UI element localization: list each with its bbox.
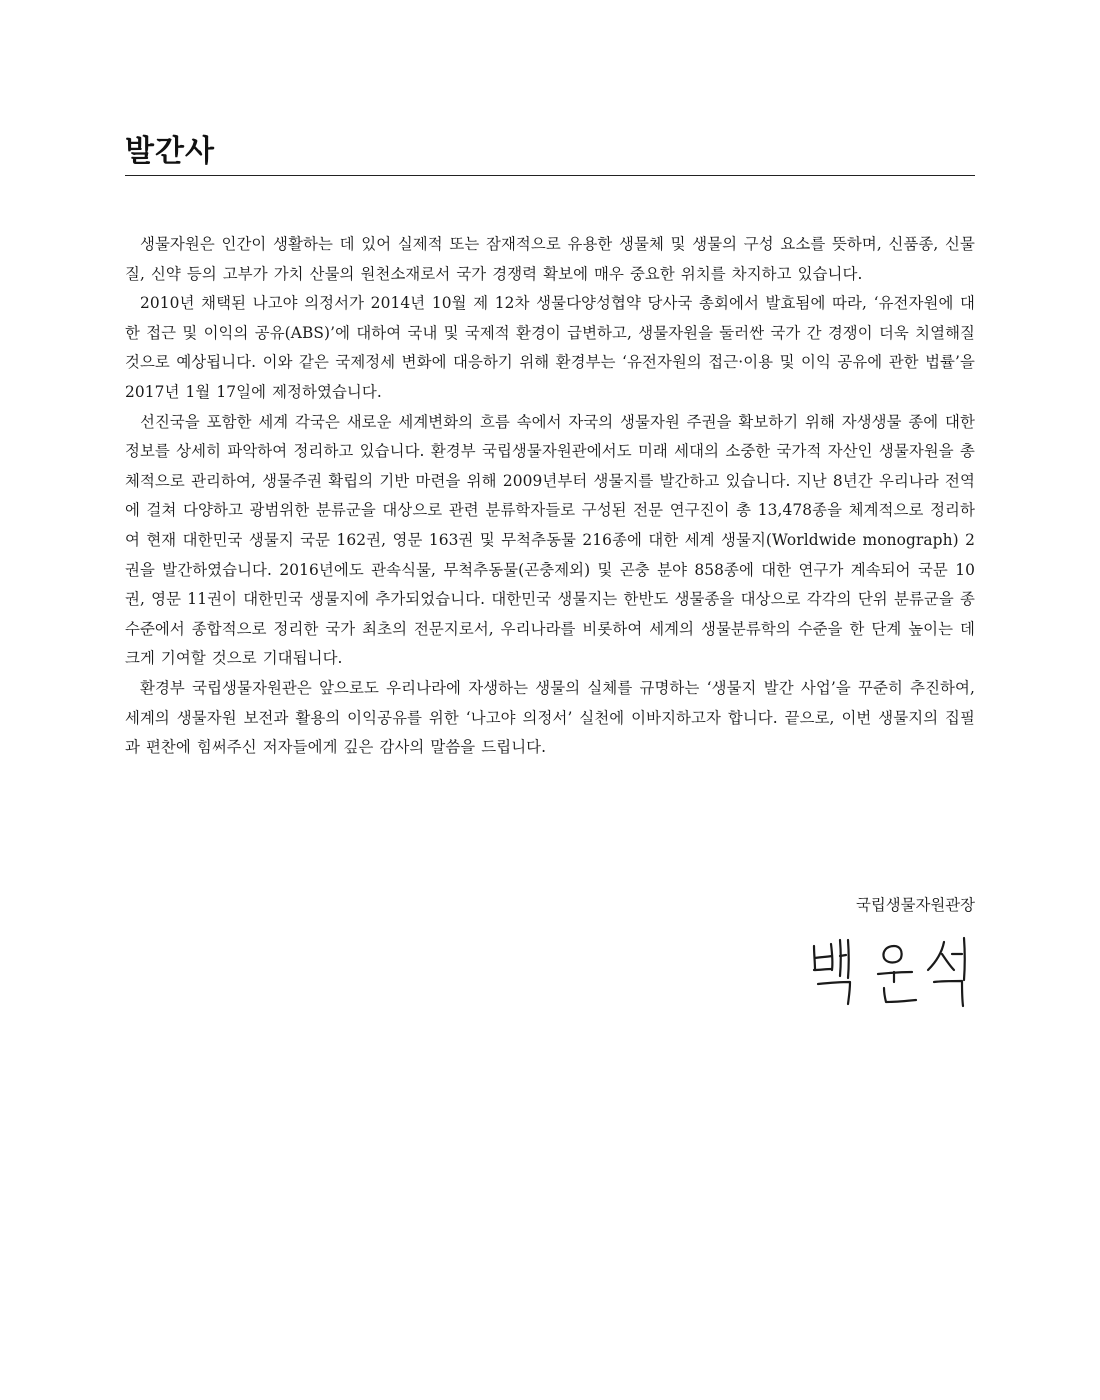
document-page	[125, 0, 975, 1400]
handwritten-signature	[806, 932, 981, 1008]
page-title: 발간사	[125, 134, 215, 169]
title-underline	[125, 175, 975, 176]
paragraph-1: 생물자원은 인간이 생활하는 데 있어 실제적 또는 잠재적으로 유용한 생물체 및 생물의 구성 요소를 뜻하며, 신품종, 신물질, 신약 등의 고부가 가치 산물의 원천소재로서 국가 경쟁력 확보에 매우 중요한 위치를 차지하고 있습니다.	[125, 235, 975, 283]
paragraph-3: 선진국을 포함한 세계 각국은 새로운 세계변화의 흐름 속에서 자국의 생물자원 주권을 확보하기 위해 자생생물 종에 대한 정보를 상세히 파악하여 정리하고 있습니다. 환경부 국립생물자원관에서도 미래 세대의 소중한 국가적 자산인 생물자원을 총체적으로 관리하여, 생물주권 확립의 기반 마련을 위해 2009년부터 생물지를 발간하고 있습니다. 지난 8년간 우리나라 전역에 걸쳐 다양하고 광범위한 분류군을 대상으로 관련 분류학자들로 구성된 전문 연구진이 총 13,478종을 체계적으로 정리하여 현재 대한민국 생물지 국문 162권, 영문 163권 및 무척추동물 216종에 대한 세계 생물지(Worldwide monograph) 2권을 발간하였습니다. 2016년에도 관속식물, 무척추동물(곤충제외) 및 곤충 분야 858종에 대한 연구가 계속되어 국문 10권, 영문 11권이 대한민국 생물지에 추가되었습니다. 대한민국 생물지는 한반도 생물종을 대상으로 각각의 단위 분류군을 종 수준에서 종합적으로 정리한 국가 최초의 전문지로서, 우리나라를 비롯하여 세계의 생물분류학의 수준을 한 단계 높이는 데 크게 기여할 것으로 기대됩니다.	[125, 412, 975, 668]
paragraph-2: 2010년 채택된 나고야 의정서가 2014년 10월 제 12차 생물다양성협약 당사국 총회에서 발효됨에 따라, ‘유전자원에 대한 접근 및 이익의 공유(ABS)’에 대하여 국내 및 국제적 환경이 급변하고, 생물자원을 둘러싼 국가 간 경쟁이 더욱 치열해질 것으로 예상됩니다. 이와 같은 국제정세 변화에 대응하기 위해 환경부는 ‘유전자원의 접근·이용 및 이익 공유에 관한 법률’을 2017년 1월 17일에 제정하였습니다.	[125, 294, 975, 401]
paragraph-4: 환경부 국립생물자원관은 앞으로도 우리나라에 자생하는 생물의 실체를 규명하는 ‘생물지 발간 사업’을 꾸준히 추진하여, 세계의 생물자원 보전과 활용의 이익공유를 위한 ‘나고야 의정서’ 실천에 이바지하고자 합니다. 끝으로, 이번 생물지의 집필과 편찬에 힘써주신 저자들에게 깊은 감사의 말씀을 드립니다.	[125, 678, 975, 757]
signature-position: 국립생물자원관장	[856, 896, 975, 914]
body-text	[125, 230, 975, 763]
